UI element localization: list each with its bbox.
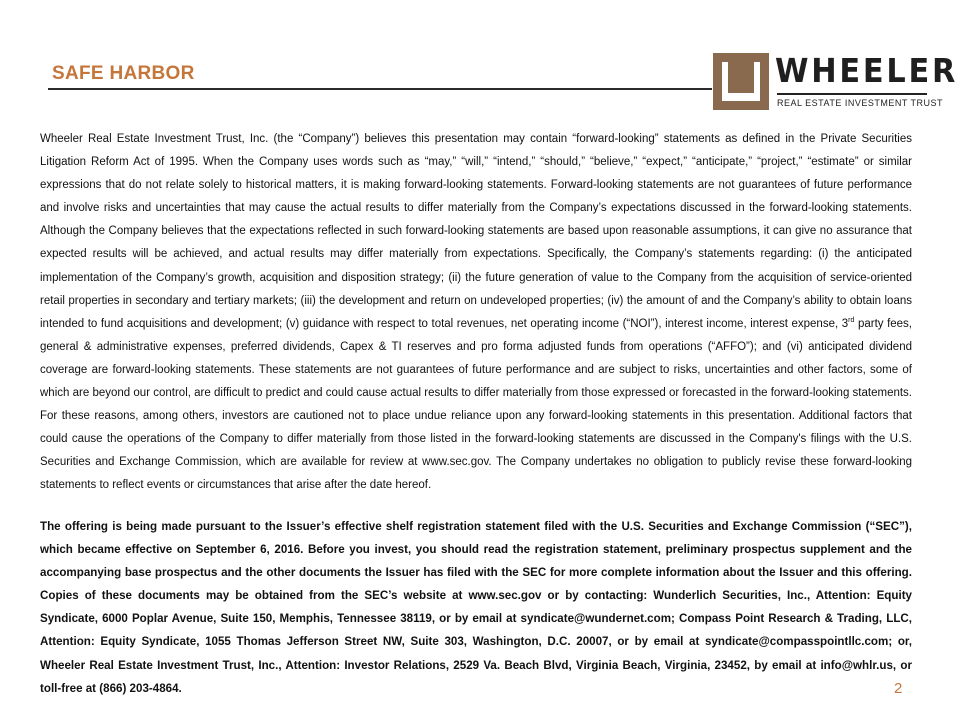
title-divider — [48, 88, 712, 90]
paragraph-text-part1: Wheeler Real Estate Investment Trust, Inc. (the “Company”) believes this presentation may contain “forward-looking” statements as defined in the Private Securities Litigation Reform Act of 1995. When the Company uses words such as “may,” “will,” “intend,” “should,” “believe,” “expect,” “anticipate,” “project,” “estimate” or similar expressions that do not relate solely to historical matters, it is making forward-looking statements. Forward-looking statements are not guarantees of future performance and involve risks and uncertainties that may cause the actual results to differ materially from the Company’s expectations discussed in the forward-looking statements. Although the Company believes that the expectations reflected in such forward-looking statements are based upon reasonable assumptions, it can give no assurance that expected results will be achieved, and actual results may differ materially from expectations. Specifically, the Company’s statements regarding: (i) the anticipated implementation of the Company’s growth, acquisition and disposition strategy; (ii) the future generation of value to the Company from the acquisition of service-oriented retail properties in secondary and tertiary markets; (iii) the development and return on undeveloped properties; (iv) the amount of and the Company’s ability to obtain loans intended to fund acquisitions and development; (v) guidance with respect to total revenues, net operating income (“NOI”), interest income, interest expense, 3 — [40, 133, 912, 330]
page-number: 2 — [894, 680, 903, 697]
logo-mark-icon — [713, 53, 769, 110]
ordinal-suffix: rd — [848, 316, 855, 324]
paragraph-text-part2: party fees, general & administrative expenses, preferred dividends, Capex & TI reserves and pro forma adjusted funds from operations (“AFFO”); and (vi) anticipated dividend coverage are forward-looking statements. These statements are not guarantees of future performance and are subject to risks, uncertainties and other factors, some of which are beyond our control, are difficult to predict and could cause actual results to differ materially from those expressed or forecasted in the forward-looking statements. For these reasons, among others, investors are cautioned not to place undue reliance upon any forward-looking statements in this presentation. Additional factors that could cause the operations of the Company to differ materially from those listed in the forward-looking statements are discussed in the Company's filings with the U.S. Securities and Exchange Commission, which are available for review at www.sec.gov. The Company undertakes no obligation to publicly revise these forward-looking statements to reflect events or circumstances that arise after the date hereof. — [40, 317, 913, 492]
logo-subtitle: REAL ESTATE INVESTMENT TRUST — [777, 98, 944, 108]
company-logo — [713, 51, 959, 113]
offering-paragraph: The offering is being made pursuant to the Issuer’s effective shelf registration statement filed with the U.S. Securities and Exchange Commission (“SEC”), which became effective on September 6, 2016. Before you invest, you should read the registration statement, preliminary prospectus supplement and the accompanying base prospectus and the other documents the Issuer has filed with the SEC for more complete information about the Issuer and this offering. Copies of these documents may be obtained from the SEC’s website at www.sec.gov or by contacting: Wunderlich Securities, Inc., Attention: Equity Syndicate, 6000 Poplar Avenue, Suite 150, Memphis, Tennessee 38119, or by email at syndicate@wundernet.com; Compass Point Research & Trading, LLC, Attention: Equity Syndicate, 1055 Thomas Jefferson Street NW, Suite 303, Washington, D.C. 20007, or by email at syndicate@compasspointllc.com; or, Wheeler Real Estate Investment Trust, Inc., Attention: Investor Relations, 2529 Va. Beach Blvd, Virginia Beach, Virginia, 23452, by email at info@whlr.us, or toll-free at (866) 203-4864. — [40, 520, 912, 695]
safe-harbor-paragraph — [40, 128, 912, 498]
logo-divider — [777, 93, 927, 95]
page-title: SAFE HARBOR — [52, 63, 195, 84]
logo-name: WHEELER — [775, 51, 959, 90]
